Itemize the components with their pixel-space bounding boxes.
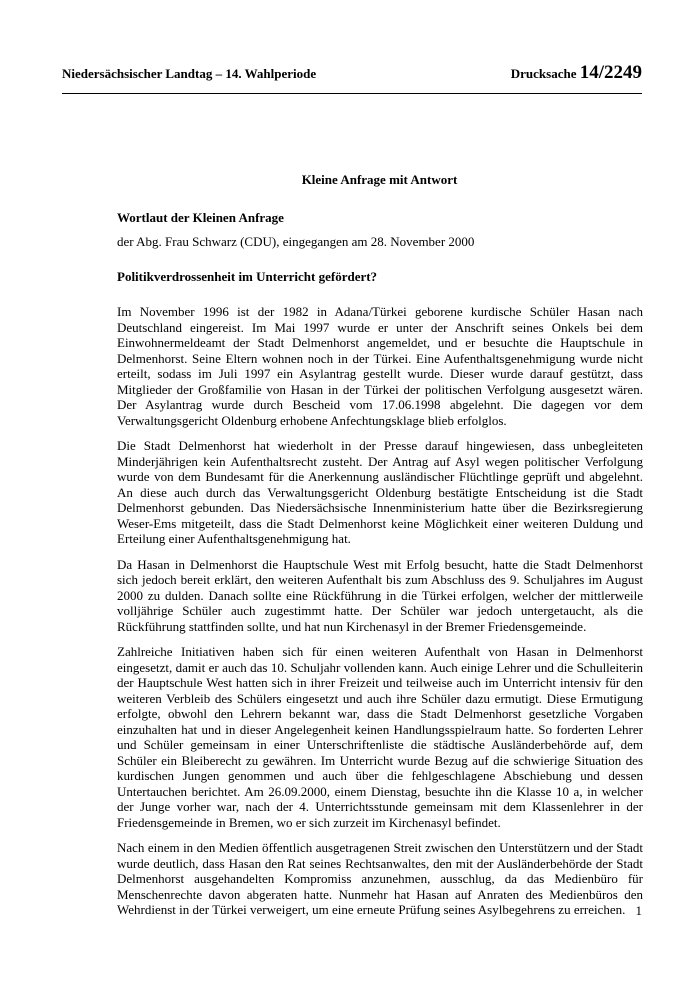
paragraph: Im November 1996 ist der 1982 in Adana/Türkei geborene kurdische Schüler Hasan nach Deutschland eingereist. Im Mai 1997 wurde er unter der Anschrift seines Onkels bei dem Einwohnermeldeamt der Stadt Delmenhorst angemeldet, und er besuchte die Hauptschule in Delmenhorst. Seine Eltern wohnen noch in der Türkei. Eine Aufenthaltsgenehmigung wurde nicht erteilt, sodass im Juli 1997 ein Asylantrag gestellt wurde. Dieser wurde darauf gestützt, dass Mitglieder der Großfamilie von Hasan in der Türkei der politischen Verfolgung ausgesetzt wären. Der Asylantrag wurde durch Bescheid vom 17.06.1998 abgelehnt. Die dagegen vor dem Verwaltungsgericht Oldenburg erhobene Anfechtungsklage blieb erfolglos.: [117, 304, 643, 428]
inquiry-title: Politikverdrossenheit im Unterricht gefördert?: [117, 269, 378, 284]
paragraph: Die Stadt Delmenhorst hat wiederholt in der Presse darauf hingewiesen, dass unbegleiteten Minderjährigen kein Aufenthaltsrecht zusteht. Der Antrag auf Asyl wegen politischer Verfolgung wurde von dem Bundesamt für die Anerkennung ausländischer Flüchtlinge geprüft und abgelehnt. An diese auch durch das Verwaltungsgericht Oldenburg bestätigte Entscheidung ist die Stadt Delmenhorst gebunden. Das Niedersächsische Innenministerium hatte über die Bezirksregierung Weser-Ems mitgeteilt, dass die Stadt Delmenhorst keine Möglichkeit einer weiteren Duldung und Erteilung einer Aufenthaltsgenehmigung hat.: [117, 438, 643, 546]
page-number: 1: [635, 903, 642, 918]
paragraph: Nach einem in den Medien öffentlich ausgetragenen Streit zwischen den Unterstützern und der Stadt wurde deutlich, dass Hasan den Rat seines Rechtsanwaltes, den mit der Ausländerbehörde der Stadt Delmenhorst ausgehandelten Kompromiss anzunehmen, ausschlug, da das Medienbüro für Menschenrechte davon abgeraten hatte. Nunmehr hat Hasan auf Anraten des Medienbüros den Wehrdienst in der Türkei verweigert, um eine erneute Prüfung seines Asylbegehrens zu erreichen.: [117, 840, 643, 917]
parliament-label: Niedersächsischer Landtag – 14. Wahlperiode: [62, 66, 317, 81]
document-reference-label: Drucksache: [510, 66, 577, 81]
document-number: 14/2249: [579, 62, 642, 83]
body-text: [117, 304, 643, 928]
header-rule: [62, 93, 642, 94]
paragraph: Zahlreiche Initiativen haben sich für einen weiteren Aufenthalt von Hasan in Delmenhorst eingesetzt, damit er auch das 10. Schuljahr vollenden kann. Auch einige Lehrer und die Schulleiterin der Hauptschule West hatten sich in ihrer Freizeit und teilweise auch im Unterricht intensiv für den weiteren Verbleib des Schülers eingesetzt und auch ihre Schüler dazu ermutigt. Diese Ermutigung erfolgte, obwohl den Lehrern bekannt war, dass die Stadt Delmenhorst gesetzliche Vorgaben einzuhalten hat und in dieser Angelegenheit keinen Handlungsspielraum hatte. So forderten Lehrer und Schüler gemeinsam in einer Unterschriftenliste die städtische Ausländerbehörde auf, dem Schüler ein Bleiberecht zu gewähren. Im Unterricht wurde Bezug auf die schwierige Situation des kurdischen Jungen genommen und auch über die fehlgeschlagene Abschiebung und dessen Untertauchen berichtet. Am 26.09.2000, einem Dienstag, besuchte ihn die Klasse 10 a, in welcher der Junge vorher war, nach der 4. Unterrichtsstunde gemeinsam mit dem Klassenlehrer in der Friedensgemeinde in Bremen, wo er sich zurzeit im Kirchenasyl befindet.: [117, 644, 643, 830]
section-heading: Wortlaut der Kleinen Anfrage: [117, 210, 284, 225]
document-type: Kleine Anfrage mit Antwort: [301, 172, 458, 187]
document-reference: [511, 62, 642, 84]
paragraph: Da Hasan in Delmenhorst die Hauptschule West mit Erfolg besucht, hatte die Stadt Delmenhorst sich jedoch bereit erklärt, den weiteren Aufenthalt bis zum Abschluss des 9. Schuljahres im August 2000 zu dulden. Danach sollte eine Rückführung in die Türkei erfolgen, welcher der mittlerweile volljährige Schüler auch zugestimmt hatte. Der Schüler war jedoch untergetaucht, als die Rückführung stattfinden sollte, und hat nun Kirchenasyl in der Bremer Friedensgemeinde.: [117, 556, 643, 634]
byline: der Abg. Frau Schwarz (CDU), eingegangen am 28. November 2000: [117, 234, 475, 249]
page-header: [62, 62, 642, 86]
